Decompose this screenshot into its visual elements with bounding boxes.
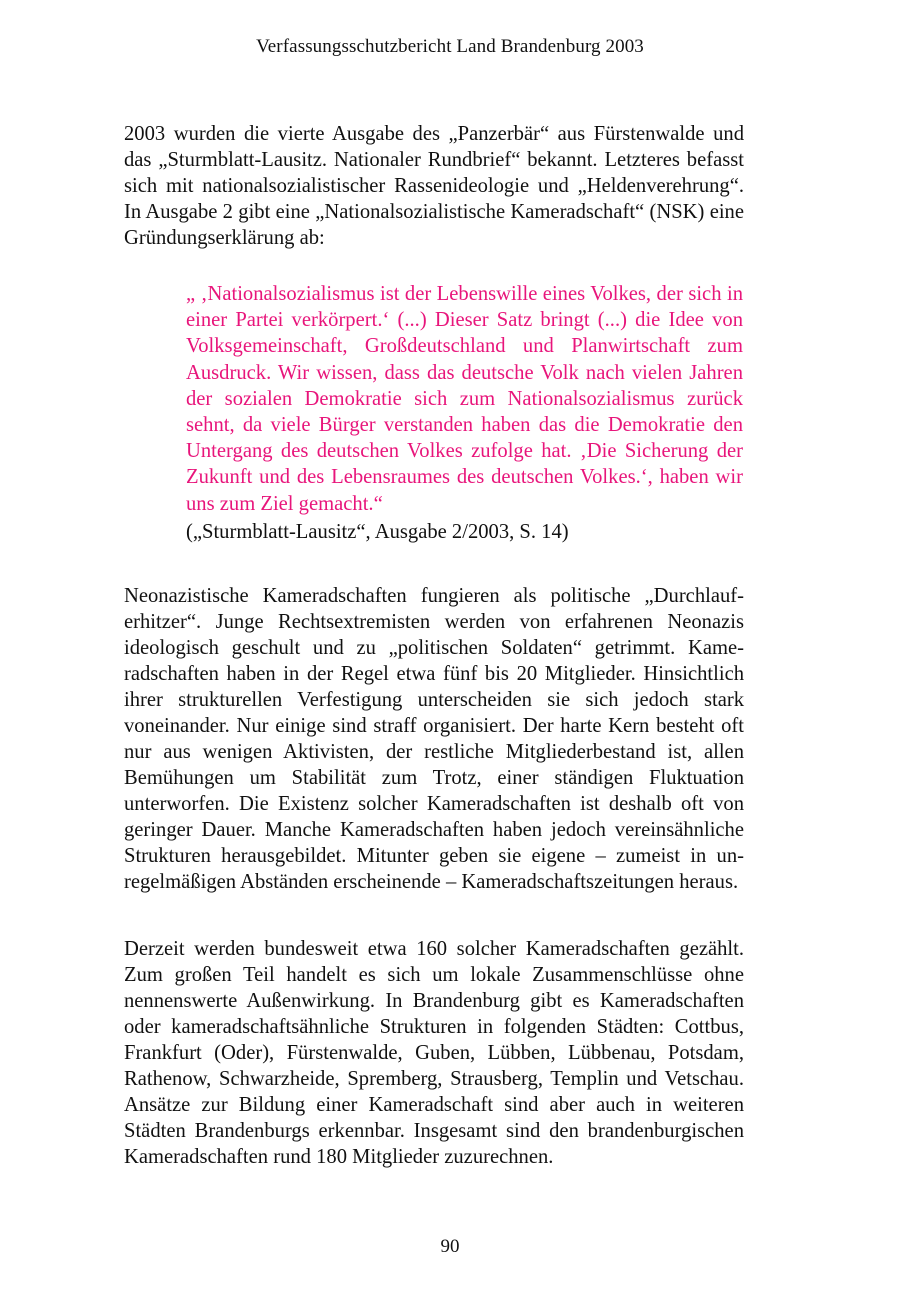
block-quote: „ ‚Nationalsozialismus ist der Lebenswille eines Volkes, der sich in einer Partei verkörpert.‘ (...) Dieser Satz bringt (...) die Idee von Volksgemeinschaft, Großdeutschland und Planwirtschaft zum Ausdruck. Wir wissen, dass das deutsche Volk nach vielen Jahren der sozialen Demokratie sich zum Nationalsozialismus zurück sehnt, da viele Bürger verstanden haben das die Demokratie den Untergang des deutschen Volkes zufolge hat. ‚Die Sicherung der Zukunft und des Lebensraumes des deutschen Volkes.‘, haben wir uns zum Ziel gemacht.“ — [186, 283, 743, 515]
body-paragraph-3: Derzeit werden bundesweit etwa 160 solcher Kameradschaften gezählt. Zum großen Teil handelt es sich um lokale Zusammenschlüsse ohne nennenswerte Außenwirkung. In Brandenburg gibt es Kameradschaften oder kameradschaftsähnliche Strukturen in folgenden Städten: Cottbus, Frankfurt (Oder), Fürstenwalde, Guben, Lübben, Lübbenau, Potsdam, Rathenow, Schwarzheide, Spremberg, Strausberg, Templin und Vetschau. Ansätze zur Bildung einer Kameradschaft sind aber auch in weiteren Städten Brandenburgs erkennbar. Insgesamt sind den brandenburgischen Kameradschaften rund 180 Mitglieder zuzurechnen. — [124, 938, 744, 1168]
body-paragraph-1: 2003 wurden die vierte Ausgabe des „Panzerbär“ aus Fürstenwalde und das „Sturmblatt-Lausitz. Nationaler Rundbrief“ bekannt. Letzteres befasst sich mit nationalsozialistischer Rassenideologie und „Heldenverehrung“. In Ausgabe 2 gibt eine „Nationalsozialistische Kameradschaft“ (NSK) eine Gründungserklärung ab: — [124, 123, 744, 249]
body-paragraph-2: Neonazistische Kameradschaften fungieren als politische „Durchlauferhitzer“. Junge Rechtsextremisten werden von erfahrenen Neonazis ideologisch geschult und zu „politischen Soldaten“ getrimmt. Kameradschaften haben in der Regel etwa fünf bis 20 Mitglieder. Hinsichtlich ihrer strukturellen Verfestigung unterscheiden sie sich jedoch stark voneinander. Nur einige sind straff organisiert. Der harte Kern besteht oft nur aus wenigen Aktivisten, der restliche Mitgliederbestand ist, allen Bemühungen um Stabilität zum Trotz, einer ständigen Fluktuation unterworfen. Die Existenz solcher Kameradschaften ist deshalb oft von geringer Dauer. Manche Kameradschaften haben jedoch vereinsähnliche Strukturen herausgebildet. Mitunter geben sie eigene – zumeist in unregelmäßigen Abständen erscheinende – Kameradschaftszeitungen heraus. — [124, 585, 744, 893]
quote-citation: („Sturmblatt-Lausitz“, Ausgabe 2/2003, S. 14) — [186, 521, 569, 543]
page-number: 90 — [440, 1236, 460, 1257]
running-header: Verfassungsschutzbericht Land Brandenburg 2003 — [256, 36, 644, 57]
